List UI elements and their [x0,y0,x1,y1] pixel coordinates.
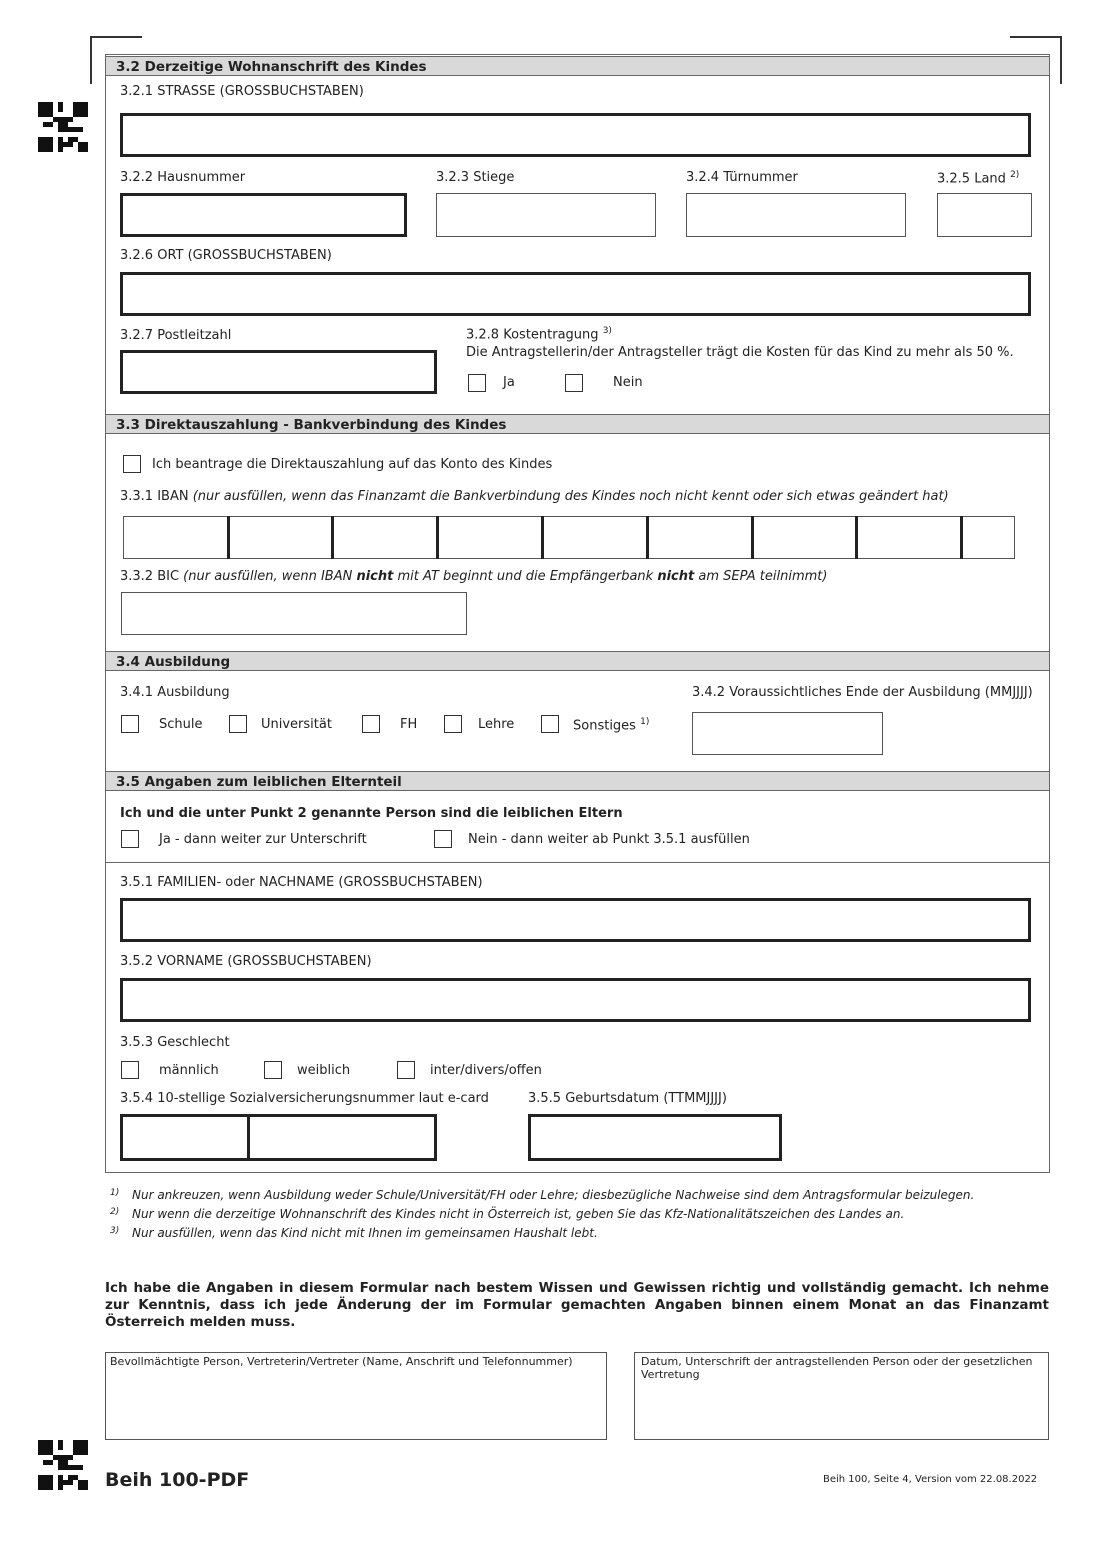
leibliche-eltern-question: Ich und die unter Punkt 2 genannte Person sind die leiblichen Eltern [120,806,623,821]
eltern-nein-label: Nein - dann weiter ab Punkt 3.5.1 ausfüllen [468,832,750,847]
iban-field[interactable] [123,516,1015,559]
vertreter-box[interactable] [105,1352,607,1440]
label-ausbildung: 3.4.1 Ausbildung [120,685,230,700]
kosten-ja-checkbox[interactable] [468,374,486,392]
section-3-2-header: 3.2 Derzeitige Wohnanschrift des Kindes [106,56,1049,76]
vertreter-label: Bevollmächtigte Person, Vertreterin/Vertreter (Name, Anschrift und Telefonnummer) [110,1355,573,1368]
label-ausbildung-ende: 3.4.2 Voraussichtliches Ende der Ausbildung (MMJJJJ) [692,685,1033,700]
strasse-field[interactable] [120,113,1031,157]
familienname-field[interactable] [120,898,1031,942]
label-tuernummer: 3.2.4 Türnummer [686,170,798,185]
footnote-3: 3) Nur ausfüllen, wenn das Kind nicht mit Ihnen im gemeinsamen Haushalt lebt. [110,1226,598,1240]
section-3-4-header: 3.4 Ausbildung [106,651,1049,671]
geschlecht-weiblich-checkbox[interactable] [264,1061,282,1079]
kosten-nein-label: Nein [613,375,643,390]
footnote-1: 1) Nur ankreuzen, wenn Ausbildung weder Schule/Universität/FH oder Lehre; diesbezügliche Nachweise sind dem Antragsformular beizulegen. [110,1188,975,1202]
geschlecht-maennlich-checkbox[interactable] [121,1061,139,1079]
kostentragung-text: Die Antragstellerin/der Antragsteller trägt die Kosten für das Kind zu mehr als 50 %. [466,345,1014,360]
ausbildung-fh-label: FH [400,717,418,732]
geschlecht-divers-checkbox[interactable] [397,1061,415,1079]
direktauszahlung-checkbox[interactable] [123,455,141,473]
geburtsdatum-field[interactable] [528,1114,782,1161]
label-vorname: 3.5.2 VORNAME (GROSSBUCHSTABEN) [120,954,372,969]
label-land: 3.2.5 Land $^{2)}$ [937,170,1020,187]
ausbildung-lehre-label: Lehre [478,717,515,732]
ausbildung-universitaet-label: Universität [261,717,332,732]
section-3-3-header: 3.3 Direktauszahlung - Bankverbindung des Kindes [106,414,1049,434]
label-geschlecht: 3.5.3 Geschlecht [120,1035,230,1050]
direktauszahlung-label: Ich beantrage die Direktauszahlung auf das Konto des Kindes [152,457,553,472]
footnote-2: 2) Nur wenn die derzeitige Wohnanschrift des Kindes nicht in Österreich ist, geben Sie das Kfz-Nationalitätszeichen des Landes an. [110,1207,905,1221]
section-3-5-header: 3.5 Angaben zum leiblichen Elternteil [106,771,1049,791]
svnr-field-part1[interactable] [120,1114,250,1161]
geschlecht-weiblich-label: weiblich [297,1063,351,1078]
ausbildung-fh-checkbox[interactable] [362,715,380,733]
form-id: Beih 100-PDF [105,1469,250,1491]
label-geburtsdatum: 3.5.5 Geburtsdatum (TTMMJJJJ) [528,1091,727,1106]
label-strasse: 3.2.1 STRASSE (GROSSBUCHSTABEN) [120,84,364,99]
eltern-nein-checkbox[interactable] [434,830,452,848]
label-hausnummer: 3.2.2 Hausnummer [120,170,246,185]
bic-field[interactable] [121,592,467,635]
eltern-ja-label: Ja - dann weiter zur Unterschrift [159,832,367,847]
iban-separator-2 [331,516,334,559]
label-postleitzahl: 3.2.7 Postleitzahl [120,328,232,343]
iban-separator-4 [541,516,544,559]
unterschrift-label: Datum, Unterschrift der antragstellenden Person oder der gesetzlichen Vertretung [641,1355,1033,1381]
kosten-ja-label: Ja [503,375,515,390]
hausnummer-field[interactable] [120,193,407,237]
qr-code-top [38,102,88,152]
svnr-field-part2[interactable] [247,1114,437,1161]
label-svnr: 3.5.4 10-stellige Sozialversicherungsnummer laut e-card [120,1091,489,1106]
tuernummer-field[interactable] [686,193,906,237]
ausbildung-schule-label: Schule [159,717,203,732]
label-kostentragung: 3.2.8 Kostentragung $^{3)}$ [466,326,612,343]
section-3-5-divider [106,862,1049,863]
unterschrift-box[interactable] [634,1352,1049,1440]
label-iban: 3.3.1 IBAN (nur ausfüllen, wenn das Finanzamt die Bankverbindung des Kindes noch nicht kennt oder sich etwas geändert hat) [120,489,949,504]
qr-code-bottom [38,1440,88,1490]
iban-separator-1 [227,516,230,559]
iban-separator-8 [960,516,963,559]
land-field[interactable] [937,193,1032,237]
version-info: Beih 100, Seite 4, Version vom 22.08.2022 [823,1474,1038,1485]
postleitzahl-field[interactable] [120,350,437,394]
geschlecht-maennlich-label: männlich [159,1063,219,1078]
ausbildung-universitaet-checkbox[interactable] [229,715,247,733]
ausbildung-ende-field[interactable] [692,712,883,755]
iban-separator-7 [855,516,858,559]
label-familienname: 3.5.1 FAMILIEN- oder NACHNAME (GROSSBUCHSTABEN) [120,875,483,890]
iban-separator-6 [751,516,754,559]
vorname-field[interactable] [120,978,1031,1022]
ausbildung-lehre-checkbox[interactable] [444,715,462,733]
label-bic: 3.3.2 BIC (nur ausfüllen, wenn IBAN nicht mit AT beginnt und die Empfängerbank nicht am SEPA teilnimmt) [120,569,828,584]
ausbildung-schule-checkbox[interactable] [121,715,139,733]
ort-field[interactable] [120,272,1031,316]
ausbildung-sonstiges-label: Sonstiges $^{1)}$ [573,717,650,734]
label-stiege: 3.2.3 Stiege [436,170,515,185]
eltern-ja-checkbox[interactable] [121,830,139,848]
iban-separator-5 [646,516,649,559]
stiege-field[interactable] [436,193,656,237]
kosten-nein-checkbox[interactable] [565,374,583,392]
iban-separator-3 [436,516,439,559]
declaration-text: Ich habe die Angaben in diesem Formular nach bestem Wissen und Gewissen richtig und vollständig gemacht. Ich nehme zur Kenntnis, dass ich jede Änderung der im Formular gemachten Angaben binnen einem Monat an das Finanzamt Österreich melden muss. [105,1280,1049,1330]
geschlecht-divers-label: inter/divers/offen [430,1063,542,1078]
label-ort: 3.2.6 ORT (GROSSBUCHSTABEN) [120,248,332,263]
ausbildung-sonstiges-checkbox[interactable] [541,715,559,733]
